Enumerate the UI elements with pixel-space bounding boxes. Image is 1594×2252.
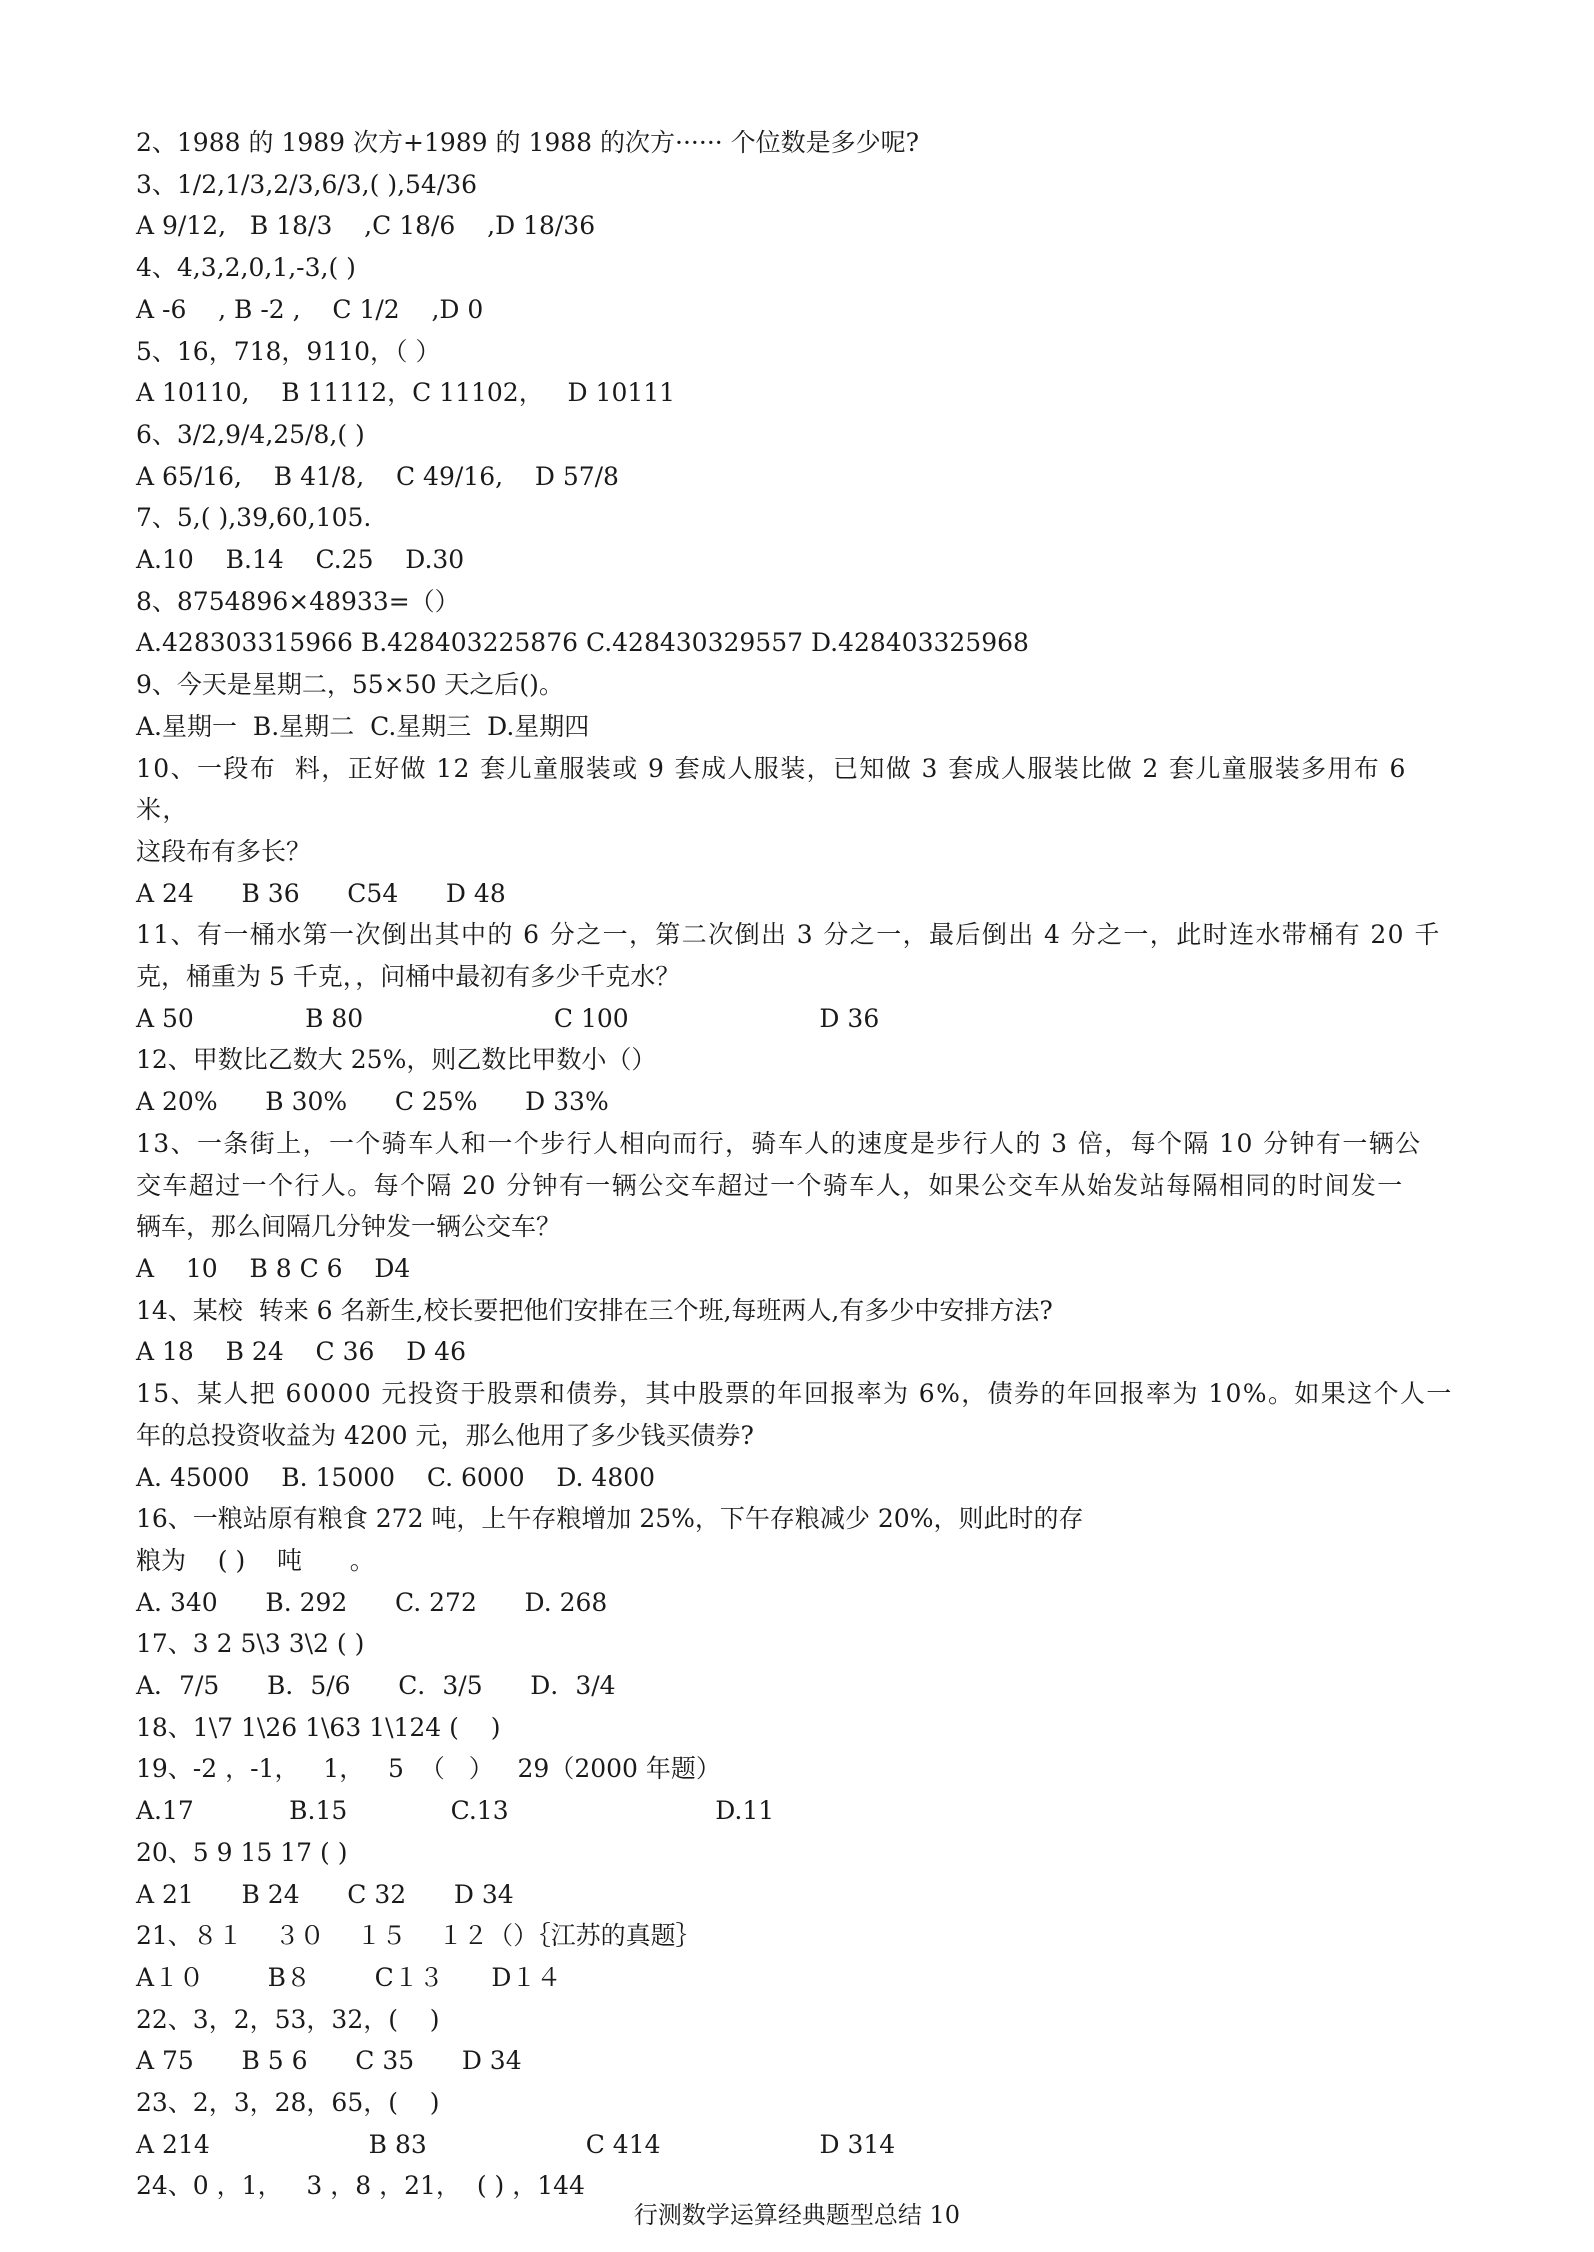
text-line: 3、1/2,1/3,2/3,6/3,( ),54/36 bbox=[136, 169, 478, 199]
text-line: 21、８１ ３０ １５ １２（）｛江苏的真题｝ bbox=[136, 1921, 701, 1951]
text-line: 24、0 ，1， 3 ，8 ，21， ( ) ，144 bbox=[136, 2171, 585, 2201]
text-line: 5、16，718，9110，（ ） bbox=[136, 336, 441, 366]
text-line: A 50 B 80 C 100 D 36 bbox=[136, 1003, 880, 1033]
text-line: 18、1\7 1\26 1\63 1\124 ( ) bbox=[136, 1712, 501, 1742]
text-line: 4、4,3,2,0,1,-3,( ) bbox=[136, 253, 356, 283]
text-line: 8、8754896×48933=（） bbox=[136, 586, 460, 616]
text-line: 交车超过一个行人。每个隔 20 分钟有一辆公交车超过一个骑车人，如果公交车从始发站每隔相同的时间发一 bbox=[136, 1170, 1404, 1200]
question-list bbox=[136, 122, 1466, 2207]
text-line: 23、2，3，28，65，( ) bbox=[136, 2088, 440, 2118]
text-line: A. 45000 B. 15000 C. 6000 D. 4800 bbox=[136, 1462, 656, 1492]
text-line: A.10 B.14 C.25 D.30 bbox=[136, 545, 465, 575]
text-line: A.星期一 B.星期二 C.星期三 D.星期四 bbox=[136, 711, 590, 741]
text-line: 这段布有多长？ bbox=[136, 836, 312, 866]
text-line: A 9/12, B 18/3 ,C 18/6 ,D 18/36 bbox=[136, 211, 596, 241]
text-line: 15、某人把 60000 元投资于股票和债券，其中股票的年回报率为 6%，债券的年回报率为 10%。如果这个人一 bbox=[136, 1379, 1453, 1409]
text-line: 辆车，那么间隔几分钟发一辆公交车？ bbox=[136, 1212, 562, 1242]
text-line: A -6 , B -2 , C 1/2 ,D 0 bbox=[136, 294, 484, 324]
text-line: A 65/16, B 41/8, C 49/16, D 57/8 bbox=[136, 461, 619, 491]
text-line: 9、今天是星期二，55×50 天之后()。 bbox=[136, 670, 564, 700]
text-line: A 10 B 8 C 6 D4 bbox=[136, 1253, 411, 1283]
text-line: A 10110, B 11112，C 11102， D 10111 bbox=[136, 378, 676, 408]
text-line: 12、甲数比乙数大 25%，则乙数比甲数小（） bbox=[136, 1045, 657, 1075]
text-line: 10、一段布 料，正好做 12 套儿童服装或 9 套成人服装，已知做 3 套成人服装比做 2 套儿童服装多用布 6 米， bbox=[136, 753, 1417, 825]
text-line: A 75 B 5 6 C 35 D 34 bbox=[136, 2046, 522, 2076]
text-line: 22、3，2，53，32，( ) bbox=[136, 2004, 440, 2034]
text-line: A．7/5 B．5/6 C．3/5 D．3/4 bbox=[136, 1671, 616, 1701]
text-line: 14、某校 转来 6 名新生,校长要把他们安排在三个班,每班两人,有多少中安排方法? bbox=[136, 1295, 1053, 1325]
text-line: 20、5 9 15 17 ( ) bbox=[136, 1837, 348, 1867]
text-line: A. 340 B. 292 C. 272 D. 268 bbox=[136, 1587, 608, 1617]
text-line: A 214 B 83 C 414 D 314 bbox=[136, 2129, 896, 2159]
text-line: A 20% B 30% C 25% D 33% bbox=[136, 1087, 609, 1117]
text-line: 13、一条街上，一个骑车人和一个步行人相向而行，骑车人的速度是步行人的 3 倍，每个隔 10 分钟有一辆公 bbox=[136, 1128, 1422, 1158]
text-line: 年的总投资收益为 4200 元，那么他用了多少钱买债券? bbox=[136, 1420, 754, 1450]
text-line: 17、3 2 5\3 3\2 ( ) bbox=[136, 1629, 365, 1659]
text-line: A 21 B 24 C 32 D 34 bbox=[136, 1879, 514, 1909]
page-footer: 行测数学运算经典题型总结 10 bbox=[633, 2201, 961, 2229]
text-line: 16、一粮站原有粮食 272 吨，上午存粮增加 25%，下午存粮减少 20%，则此时的存 bbox=[136, 1504, 1084, 1534]
text-line: 6、3/2,9/4,25/8,( ) bbox=[136, 419, 365, 449]
text-line: 7、5,( ),39,60,105. bbox=[136, 503, 372, 533]
text-line: A 18 B 24 C 36 D 46 bbox=[136, 1337, 466, 1367]
text-line: 11、有一桶水第一次倒出其中的 6 分之一，第二次倒出 3 分之一，最后倒出 4 分之一，此时连水带桶有 20 千 bbox=[136, 920, 1441, 950]
text-line: A 24 B 36 C54 D 48 bbox=[136, 878, 506, 908]
text-line: 19、-2 ，-1， 1， 5 （ ） 29（2000 年题） bbox=[136, 1754, 721, 1784]
text-line: A.17 B.15 C.13 D.11 bbox=[136, 1796, 775, 1826]
text-line: 粮为 ( ) 吨 。 bbox=[136, 1545, 375, 1575]
text-line: 克，桶重为 5 千克，，问桶中最初有多少千克水？ bbox=[136, 962, 681, 992]
text-line: 2、1988 的 1989 次方+1989 的 1988 的次方······ 个位数是多少呢? bbox=[136, 128, 920, 157]
text-line: A１０ B８ C１３ D１４ bbox=[136, 1962, 562, 1992]
text-line: A.428303315966 B.428403225876 C.428430329557 D.428403325968 bbox=[136, 628, 1029, 658]
